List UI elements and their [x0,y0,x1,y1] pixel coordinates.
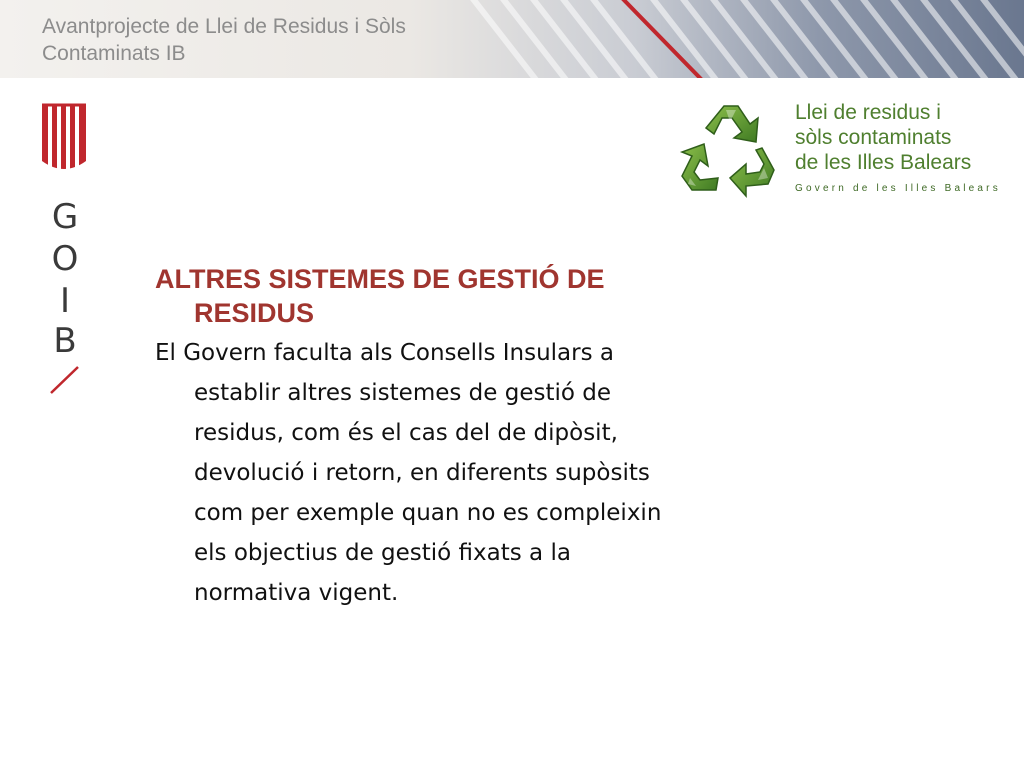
goib-letter-i: I [59,281,71,321]
body-line: devolució i retorn, en diferents supòsits [194,460,650,486]
logo-title-line2: sòls contaminats [795,126,952,149]
body-line: els objectius de gestió fixats a la [194,540,571,566]
slide-heading-line1: ALTRES SISTEMES DE GESTIÓ DE [155,264,605,294]
logo-title-line1: Llei de residus i [795,101,941,124]
slide-heading-line2: RESIDUS [194,298,315,328]
slide-content [155,262,775,613]
body-line: com per exemple quan no es compleixin [194,500,662,526]
slide-heading [155,262,775,330]
goib-slash-icon [48,364,82,396]
header-title-line2: Contaminats IB [42,42,186,65]
logo-subtitle: Govern de les Illes Balears [795,183,1001,194]
body-line: normativa vigent. [194,580,399,606]
body-line: residus, com és el cas del de dipòsit, [194,420,618,446]
goib-flag-icon [40,103,88,175]
goib-letter-g: G [51,197,79,237]
goib-letter-o: O [51,239,79,279]
goib-letter-b: B [53,321,77,361]
logo-title-line3: de les Illes Balears [795,151,972,174]
header-title [42,13,562,67]
header-title-line1: Avantprojecte de Llei de Residus i Sòls [42,15,406,38]
logo-text [795,100,1010,194]
slide-body-text [155,333,765,613]
recycle-icon [676,98,784,206]
body-line: El Govern faculta als Consells Insulars a [155,340,615,366]
header-band [0,0,1024,78]
body-line: establir altres sistemes de gestió de [194,380,611,406]
